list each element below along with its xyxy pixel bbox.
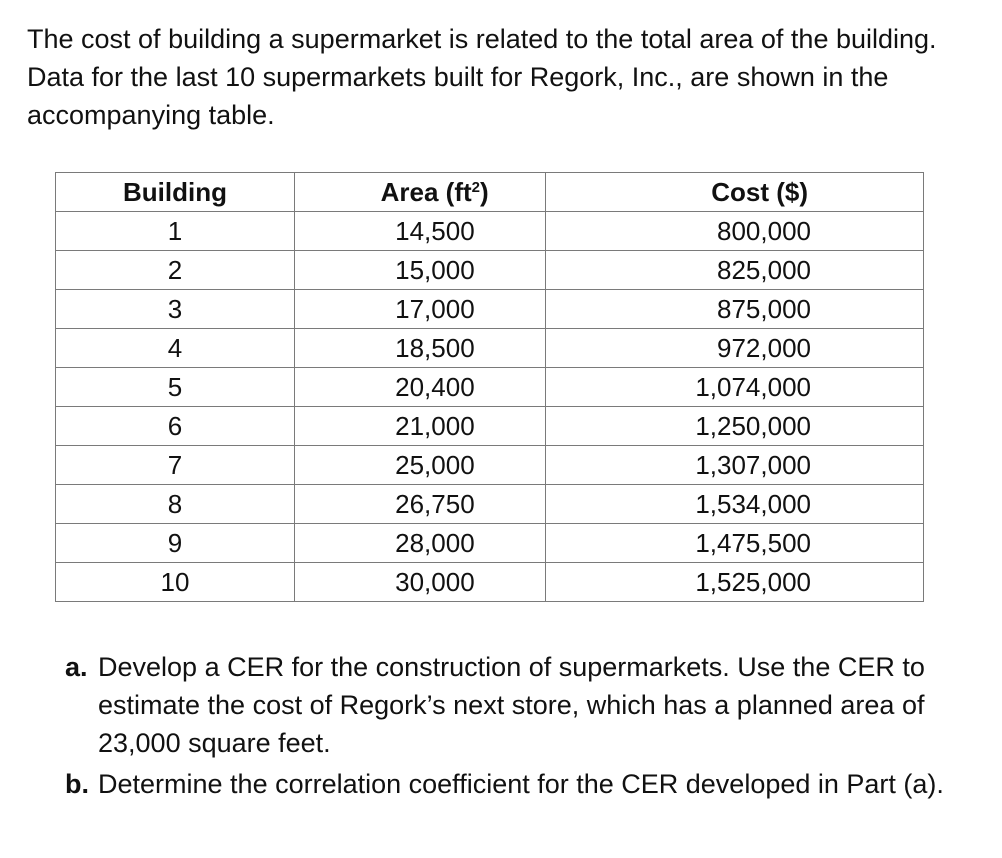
table-header-row	[56, 173, 924, 212]
header-area-superscript: 2	[471, 179, 480, 196]
cell-building: 5	[56, 368, 295, 407]
cell-building: 9	[56, 524, 295, 563]
cell-cost: 1,307,000	[545, 446, 923, 485]
cell-area: 17,000	[295, 290, 546, 329]
cell-cost: 972,000	[545, 329, 923, 368]
cell-area: 21,000	[295, 407, 546, 446]
cell-area: 28,000	[295, 524, 546, 563]
cell-building: 3	[56, 290, 295, 329]
cell-building: 10	[56, 563, 295, 602]
cell-area: 18,500	[295, 329, 546, 368]
table-row	[56, 524, 924, 563]
intro-paragraph: The cost of building a supermarket is related to the total area of the building. Data for the last 10 supermarkets built for Regork, Inc., are shown in the accompanying table.	[27, 24, 937, 130]
table-row	[56, 329, 924, 368]
header-area	[295, 173, 546, 212]
cell-area: 20,400	[295, 368, 546, 407]
cell-cost: 1,534,000	[545, 485, 923, 524]
cell-building: 8	[56, 485, 295, 524]
cell-cost: 875,000	[545, 290, 923, 329]
question-marker: b.	[65, 769, 89, 799]
table-row	[56, 212, 924, 251]
cell-cost: 825,000	[545, 251, 923, 290]
question-marker: a.	[65, 652, 88, 682]
table-row	[56, 407, 924, 446]
cell-area: 25,000	[295, 446, 546, 485]
table-row	[56, 290, 924, 329]
cell-area: 30,000	[295, 563, 546, 602]
cell-area: 14,500	[295, 212, 546, 251]
cell-building: 1	[56, 212, 295, 251]
cell-cost: 1,074,000	[545, 368, 923, 407]
header-cost: Cost ($)	[545, 173, 923, 212]
question-item	[65, 648, 965, 762]
table-row	[56, 368, 924, 407]
header-area-prefix: Area (ft	[380, 177, 472, 207]
cell-area: 26,750	[295, 485, 546, 524]
cell-area: 15,000	[295, 251, 546, 290]
cell-cost: 800,000	[545, 212, 923, 251]
cell-cost: 1,475,500	[545, 524, 923, 563]
question-text: Determine the correlation coefficient for the CER developed in Part (a).	[98, 769, 944, 799]
table-row	[56, 563, 924, 602]
table-row	[56, 446, 924, 485]
question-list	[65, 648, 965, 806]
cell-cost: 1,525,000	[545, 563, 923, 602]
question-text: Develop a CER for the construction of supermarkets. Use the CER to estimate the cost of Regork’s next store, which has a planned area of 23,000 square feet.	[98, 652, 925, 758]
cell-cost: 1,250,000	[545, 407, 923, 446]
header-area-suffix: )	[480, 177, 489, 207]
table-row	[56, 485, 924, 524]
question-item	[65, 765, 965, 803]
cell-building: 7	[56, 446, 295, 485]
cell-building: 4	[56, 329, 295, 368]
cell-building: 2	[56, 251, 295, 290]
header-building: Building	[56, 173, 295, 212]
table-row	[56, 251, 924, 290]
supermarket-cost-table	[55, 172, 924, 602]
cell-building: 6	[56, 407, 295, 446]
